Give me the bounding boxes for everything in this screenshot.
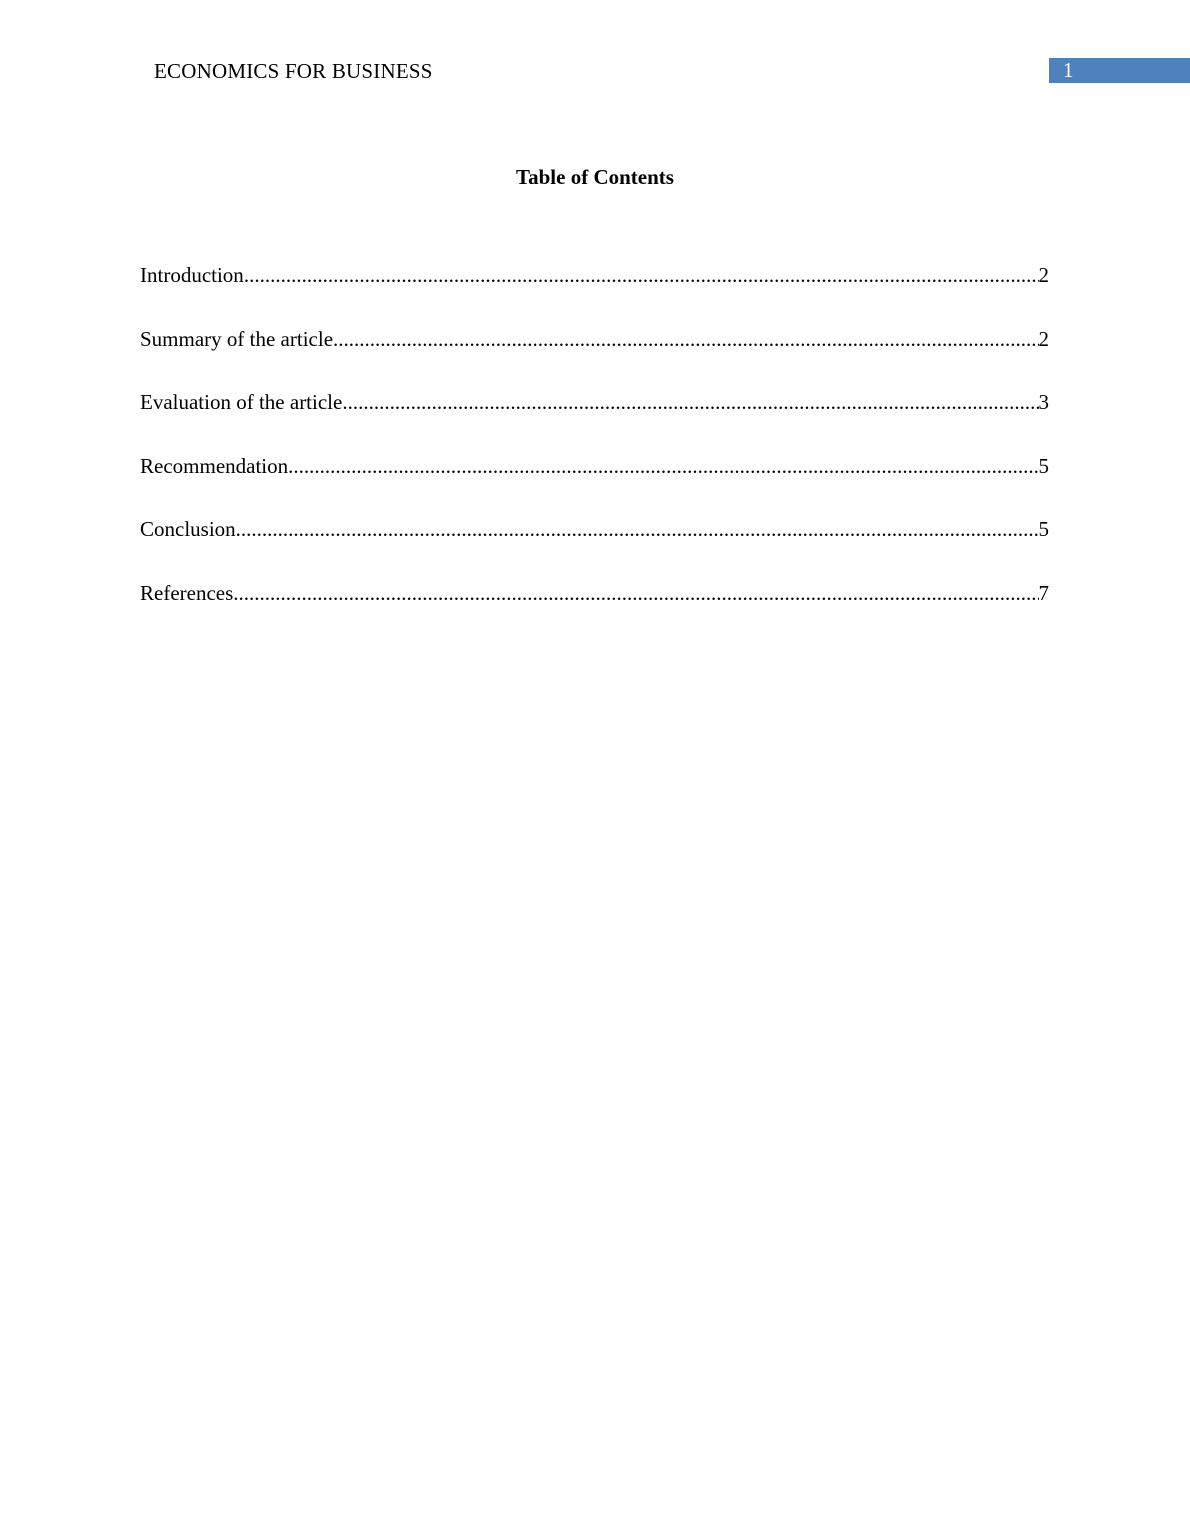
toc-entry-label: Introduction xyxy=(140,263,244,287)
toc-entry-label: Recommendation xyxy=(140,453,289,478)
toc-dot-leader xyxy=(244,262,1039,288)
toc-dot-leader xyxy=(342,389,1038,415)
running-header-title: ECONOMICS FOR BUSINESS xyxy=(154,59,433,83)
toc-dot-leader xyxy=(233,580,1038,606)
toc-list xyxy=(140,262,1049,643)
page-number: 1 xyxy=(1063,58,1074,82)
toc-entry-evaluation[interactable] xyxy=(140,389,1049,415)
toc-entry-page: 5 xyxy=(1038,517,1049,541)
toc-entry-label: References xyxy=(140,580,234,605)
toc-dot-leader xyxy=(288,453,1038,479)
toc-entry-page: 3 xyxy=(1038,390,1049,414)
toc-entry-label: Summary of the article xyxy=(140,326,334,351)
toc-heading: Table of Contents xyxy=(516,165,674,189)
toc-entry-recommendation[interactable] xyxy=(140,453,1049,479)
toc-entry-page: 2 xyxy=(1038,263,1049,287)
toc-dot-leader xyxy=(236,516,1039,542)
toc-entry-page: 5 xyxy=(1038,453,1049,478)
toc-entry-conclusion[interactable] xyxy=(140,516,1049,542)
toc-dot-leader xyxy=(333,326,1038,352)
page-number-badge xyxy=(1049,58,1190,83)
toc-entry-page: 7 xyxy=(1038,580,1049,605)
toc-entry-introduction[interactable] xyxy=(140,262,1049,288)
toc-entry-references[interactable] xyxy=(140,580,1049,606)
toc-entry-label: Evaluation of the article xyxy=(140,390,343,414)
toc-entry-page: 2 xyxy=(1038,326,1049,351)
toc-entry-summary[interactable] xyxy=(140,326,1049,352)
toc-entry-label: Conclusion xyxy=(140,517,236,541)
